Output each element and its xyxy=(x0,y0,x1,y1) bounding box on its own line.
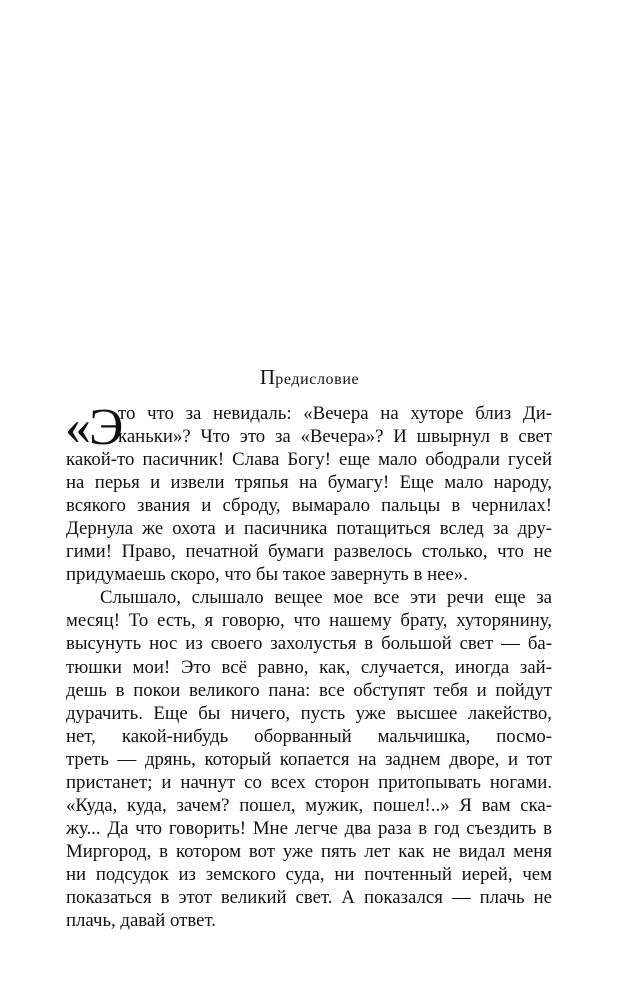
chapter-title-rest: редисловие xyxy=(275,371,360,388)
text-line: тюшки мои! Это всё равно, как, случается, иногда зай- xyxy=(66,656,552,678)
drop-cap: «Э xyxy=(65,399,122,456)
text-line: пристанет; и начнут со всех сторон притопывать ногами. xyxy=(66,771,552,793)
text-line: придумаешь скоро, что бы такое завернуть в нее». xyxy=(66,564,468,586)
text-line: плачь, давай ответ. xyxy=(66,910,216,932)
text-line: нет, какой-нибудь оборванный мальчишка, посмо- xyxy=(66,725,552,747)
text-line: то что за невидаль: «Вечера на хуторе близ Ди- xyxy=(118,403,552,424)
text-line: высунуть нос из своего захолустья в большой свет — ба- xyxy=(66,633,552,655)
chapter-title xyxy=(0,363,619,394)
text-line: гими! Право, печатной бумаги развелось столько, что не xyxy=(66,541,552,563)
text-line: каньки»? Что это за «Вечера»? И швырнул в свет xyxy=(118,426,552,448)
text-line: Миргород, в котором вот уже пять лет как не видал меня xyxy=(66,840,552,862)
text-line: жу... Да что говорить! Мне легче два раза в год съездить в xyxy=(66,817,552,839)
text-line: на перья и извели тряпья на бумагу! Еще мало народу, xyxy=(66,472,552,494)
text-line: месяц! То есть, я говорю, что нашему брату, хуторянину, xyxy=(66,610,552,632)
text-line: Слышало, слышало вещее мое все эти речи еще за xyxy=(100,587,552,609)
text-line: какой-то пасичник! Слава Богу! еще мало ободрали гусей xyxy=(66,449,552,471)
text-line: «Куда, куда, зачем? пошел, мужик, пошел!..» Я вам ска- xyxy=(66,794,552,816)
text-line: дурачить. Еще бы ничего, пусть уже высшее лакейство, xyxy=(66,702,552,724)
text-line: треть — дрянь, который копается на заднем дворе, и тот xyxy=(66,748,552,770)
text-line: Дернула же охота и пасичника потащиться вслед за дру- xyxy=(66,518,552,540)
chapter-title-first-letter: П xyxy=(259,365,276,389)
text-line: показаться в этот великий свет. А показался — плачь не xyxy=(66,886,552,908)
text-line: ни подсудок из земского суда, ни почтенный иерей, чем xyxy=(66,863,552,885)
text-line: дешь в покои великого пана: все обступят тебя и пойдут xyxy=(66,679,552,701)
text-block xyxy=(65,399,552,932)
text-line: всякого звания и сброду, вымарало пальцы в чернилах! xyxy=(66,495,552,517)
